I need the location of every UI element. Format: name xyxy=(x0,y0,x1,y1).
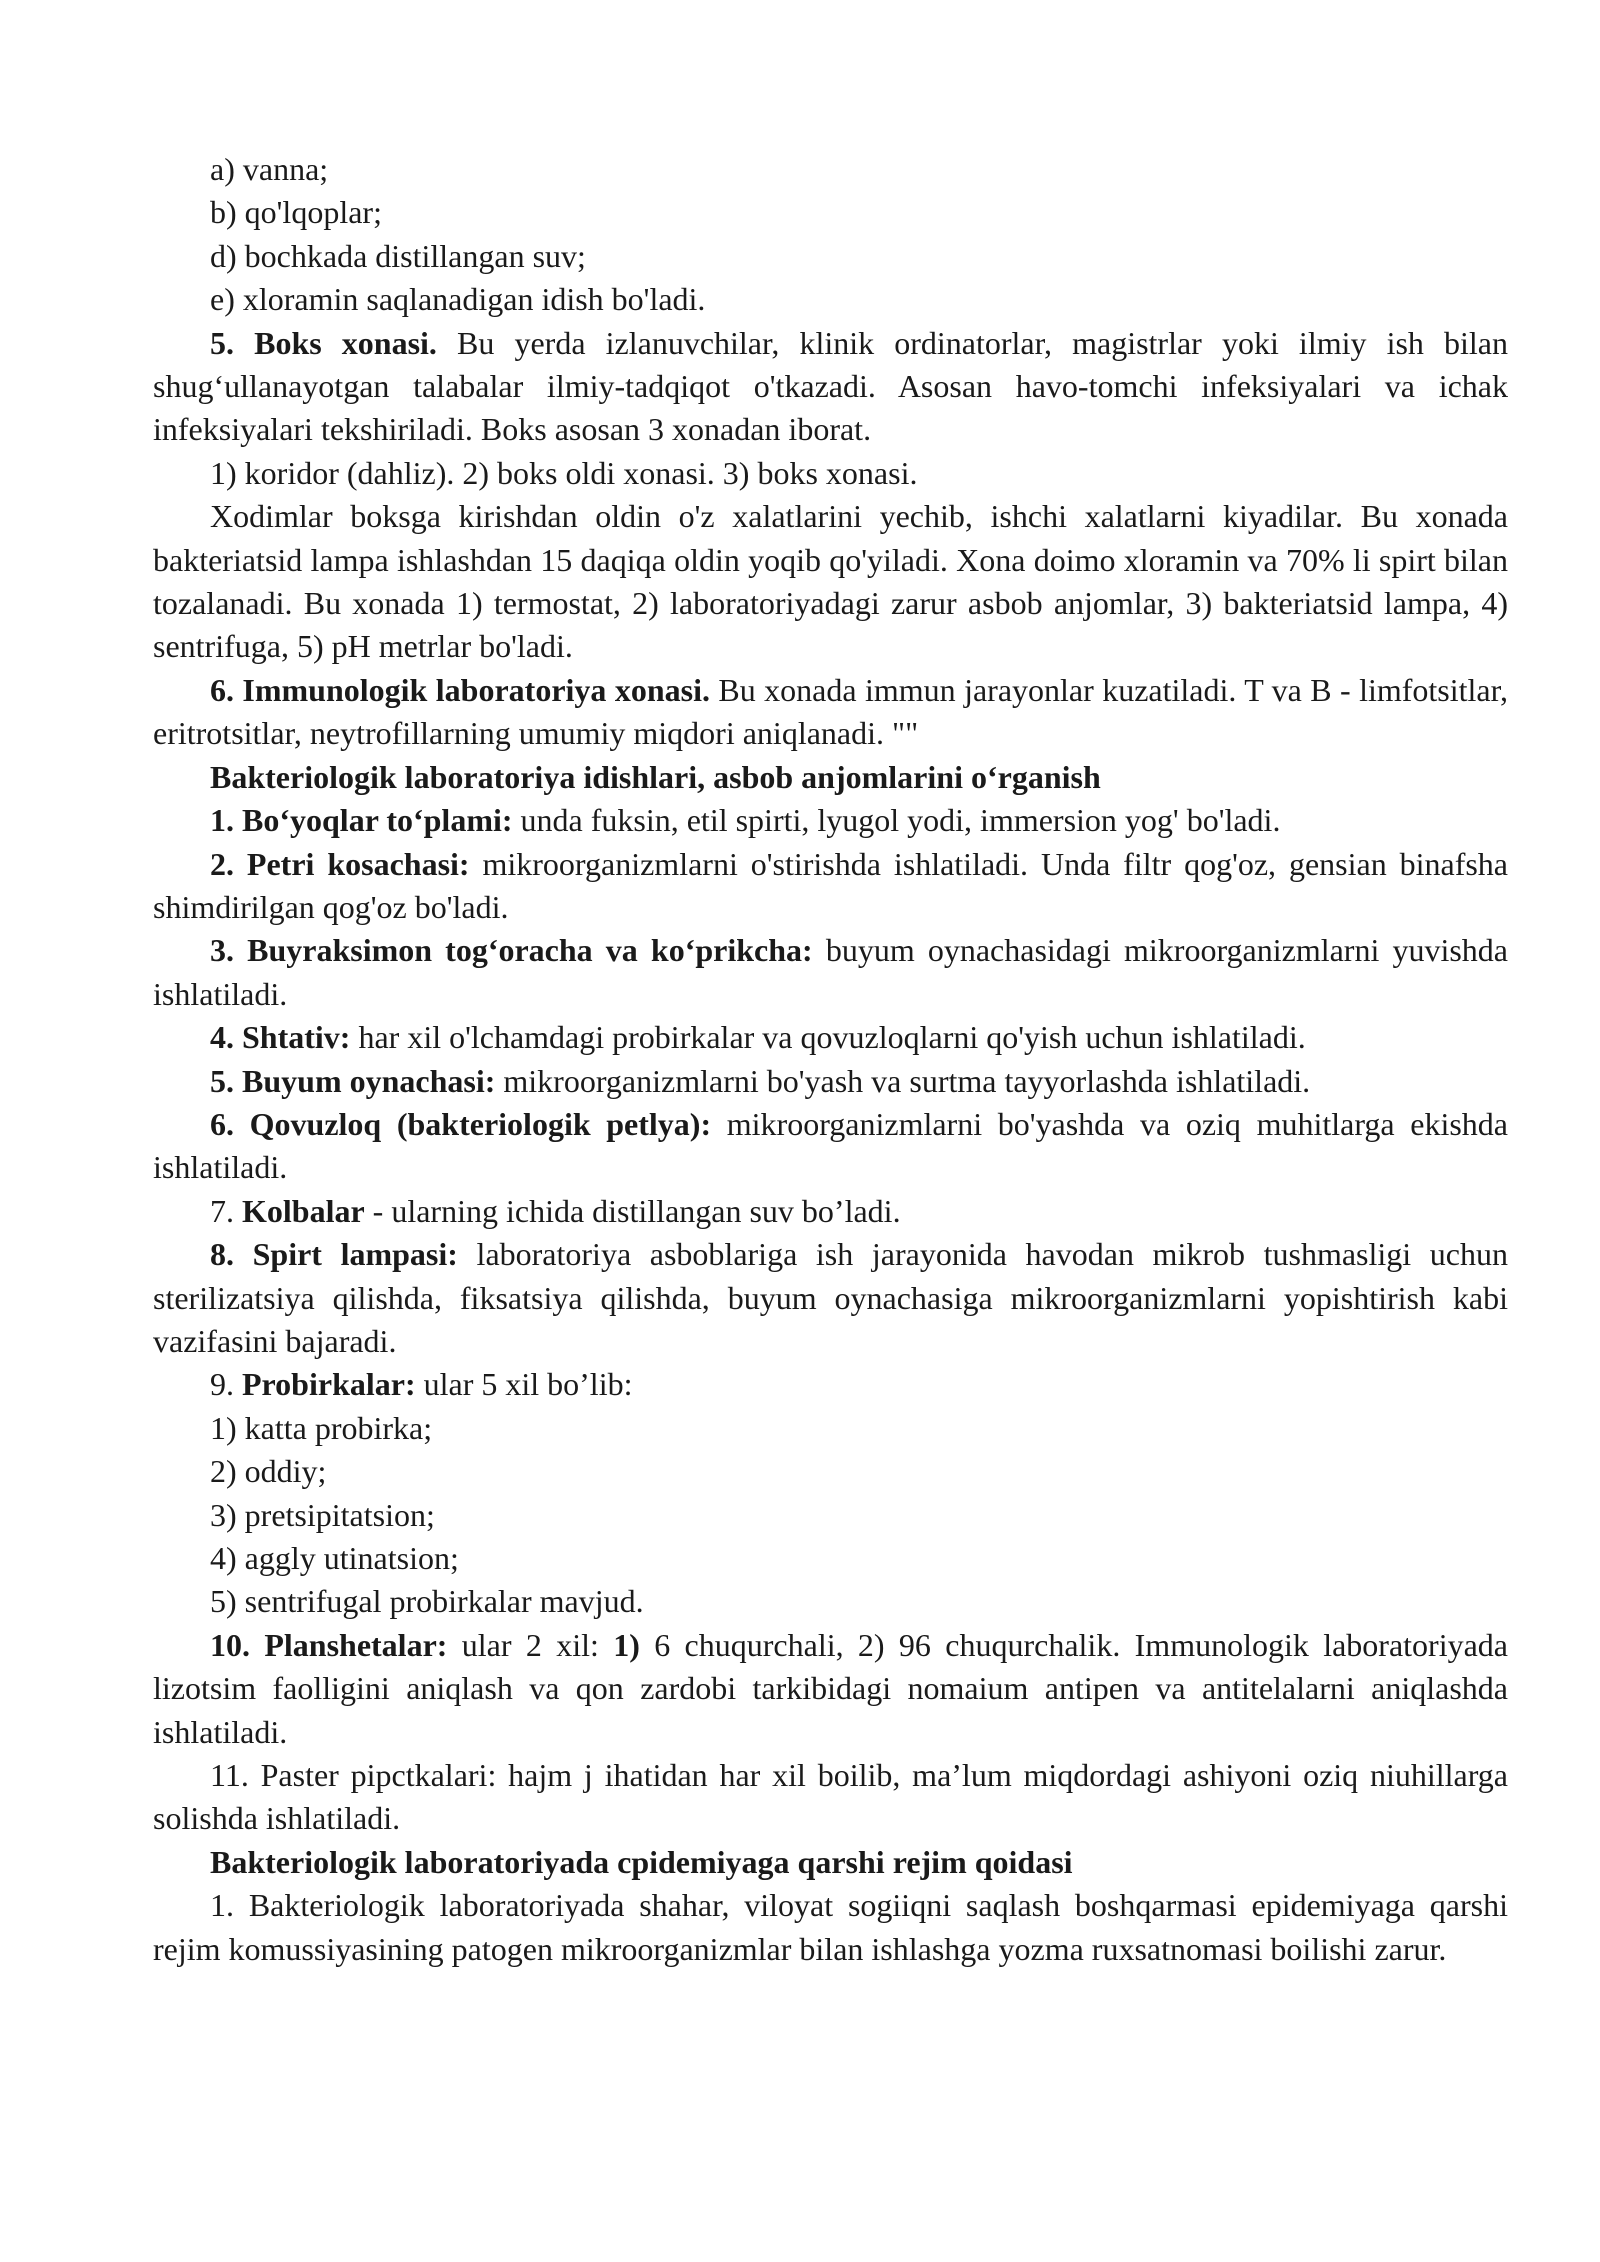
list-item: d) bochkada distillangan suv; xyxy=(210,237,586,274)
tool-title: Probirkalar: xyxy=(242,1366,416,1403)
section-heading: Bakteriologik laboratoriya idishlari, asbob anjomlarini o‘rganish xyxy=(210,758,1101,795)
tool-item xyxy=(153,1363,1508,1406)
tool-item xyxy=(153,799,1508,842)
tool-item xyxy=(153,1233,1508,1363)
paragraph-boks xyxy=(153,322,1508,452)
tool-text: ular 2 xil: xyxy=(447,1626,614,1663)
tool-item xyxy=(153,1060,1508,1103)
tool-number: 7. xyxy=(210,1192,242,1229)
tool-text: laboratoriya asboblariga ish jarayonida havodan mikrob tushmasligi uchun sterilizatsiya qilishda, fiksatsiya qilishda, buyum oynachasiga mikroorganizmlarni yopishtirish kabi vazifasini bajaradi. xyxy=(153,1236,1509,1359)
section-title: 5. Boks xonasi. xyxy=(210,324,437,361)
tool-title: 3. Buyraksimon tog‘oracha va ko‘prikcha: xyxy=(210,932,813,969)
paragraph-boks-rooms: 1) koridor (dahliz). 2) boks oldi xonasi. 3) boks xonasi. xyxy=(210,454,918,491)
list-item: 5) sentrifugal probirkalar mavjud. xyxy=(210,1583,644,1620)
list-item: b) qo'lqoplar; xyxy=(210,194,382,231)
list-item: 4) aggly utinatsion; xyxy=(210,1540,459,1576)
list-item: 2) oddiy; xyxy=(210,1453,327,1490)
tool-item xyxy=(153,1190,1508,1233)
tool-title: 5. Buyum oynachasi: xyxy=(210,1062,496,1099)
tool-title: 8. Spirt lampasi: xyxy=(210,1236,458,1273)
tool-text: unda fuksin, etil spirti, lyugol yodi, immersion yog' bo'ladi. xyxy=(512,802,1281,839)
tool-text: buyum oynachasidagi mikroorganizmlarni yuvishda ishlatiladi. xyxy=(153,932,1509,1012)
paragraph-immuno xyxy=(153,669,1508,756)
section-title: 6. Immunologik laboratoriya xonasi. xyxy=(210,671,710,708)
tool-item xyxy=(153,843,1508,930)
paragraph-paster: 11. Paster pipctkalari: hajm j ihatidan har xil boilib, ma’lum miqdordagi ashiyoni oziq niuhillarga solishda ishlatiladi. xyxy=(153,1757,1508,1837)
tool-text: ular 5 xil bo’lib: xyxy=(415,1366,633,1403)
tool-item xyxy=(153,929,1508,1016)
tool-item xyxy=(153,1103,1508,1190)
section-heading: Bakteriologik laboratoriyada cpidemiyaga qarshi rejim qoidasi xyxy=(210,1843,1073,1880)
tool-text: - ularning ichida distillangan suv bo’ladi. xyxy=(364,1192,901,1229)
tool-text: mikroorganizmlarni o'stirishda ishlatiladi. Unda filtr qog'oz, gensian binafsha shimdirilgan qog'oz bo'ladi. xyxy=(153,845,1509,925)
tool-title: Kolbalar xyxy=(242,1192,365,1229)
tool-title: 6. Qovuzloq (bakteriologik petlya): xyxy=(210,1105,712,1142)
tool-subnumber: 1) xyxy=(613,1626,640,1663)
tool-title: 1. Bo‘yoqlar to‘plami: xyxy=(210,802,513,839)
tool-text: har xil o'lchamdagi probirkalar va qovuzloqlarni qo'yish uchun ishlatiladi. xyxy=(350,1019,1306,1056)
list-item: 1) katta probirka; xyxy=(210,1409,433,1446)
tool-title: 10. Planshetalar: xyxy=(210,1626,448,1663)
paragraph-text: Bu xonada immun jarayonlar kuzatiladi. T va B - limfotsitlar, eritrotsitlar, neytrofillarning umumiy miqdori aniqlanadi. "" xyxy=(153,671,1509,752)
tool-item xyxy=(153,1016,1508,1059)
paragraph-rule: 1. Bakteriologik laboratoriyada shahar, viloyat sogiiqni saqlash boshqarmasi epidemiyaga qarshi rejim komussiyasining patogen mikroorganizmlar bilan ishlashga yozma ruxsatnomasi boilishi zarur. xyxy=(153,1887,1508,1967)
tool-number: 9. xyxy=(210,1366,242,1403)
tool-text: mikroorganizmlarni bo'yash va surtma tayyorlashda ishlatiladi. xyxy=(495,1062,1311,1099)
document-page xyxy=(153,148,1508,1971)
paragraph-text: Bu yerda izlanuvchilar, klinik ordinatorlar, magistrlar yoki ilmiy ish bilan shug‘ullanayotgan talabalar ilmiy-tadqiqot o'tkazadi. Asosan havo-tomchi infeksiyalari va ichak infeksiyalari tekshiriladi. Boks asosan 3 xonadan iborat. xyxy=(153,324,1509,448)
list-item: e) xloramin saqlanadigan idish bo'ladi. xyxy=(210,281,706,318)
tool-text: mikroorganizmlarni bo'yashda va oziq muhitlarga ekishda ishlatiladi. xyxy=(153,1105,1508,1186)
paragraph-boks-staff: Xodimlar boksga kirishdan oldin o'z xalatlarini yechib, ishchi xalatlarni kiyadilar. Bu xonada bakteriatsid lampa ishlashdan 15 daqiqa oldin yoqib qo'yiladi. Xona doimo xloramin va 70% li spirt bilan tozalanadi. Bu xonada 1) termostat, 2) laboratoriyadagi zarur asbob anjomlar, 3) bakteriatsid lampa, 4) sentrifuga, 5) pH metrlar bo'ladi. xyxy=(153,498,1508,665)
tool-title: 2. Petri kosachasi: xyxy=(210,845,470,882)
list-item: 3) pretsipitatsion; xyxy=(210,1496,435,1533)
list-item: a) vanna; xyxy=(210,151,329,187)
tool-text: 6 chuqurchali, 2) 96 chuqurchalik. Immunologik laboratoriyada lizotsim faolligini aniqlash va qon zardobi tarkibidagi nomaium antipen va antitelalarni aniqlashda ishlatiladi. xyxy=(153,1626,1509,1750)
tool-title: 4. Shtativ: xyxy=(210,1019,351,1056)
tool-item-plates xyxy=(153,1624,1508,1754)
